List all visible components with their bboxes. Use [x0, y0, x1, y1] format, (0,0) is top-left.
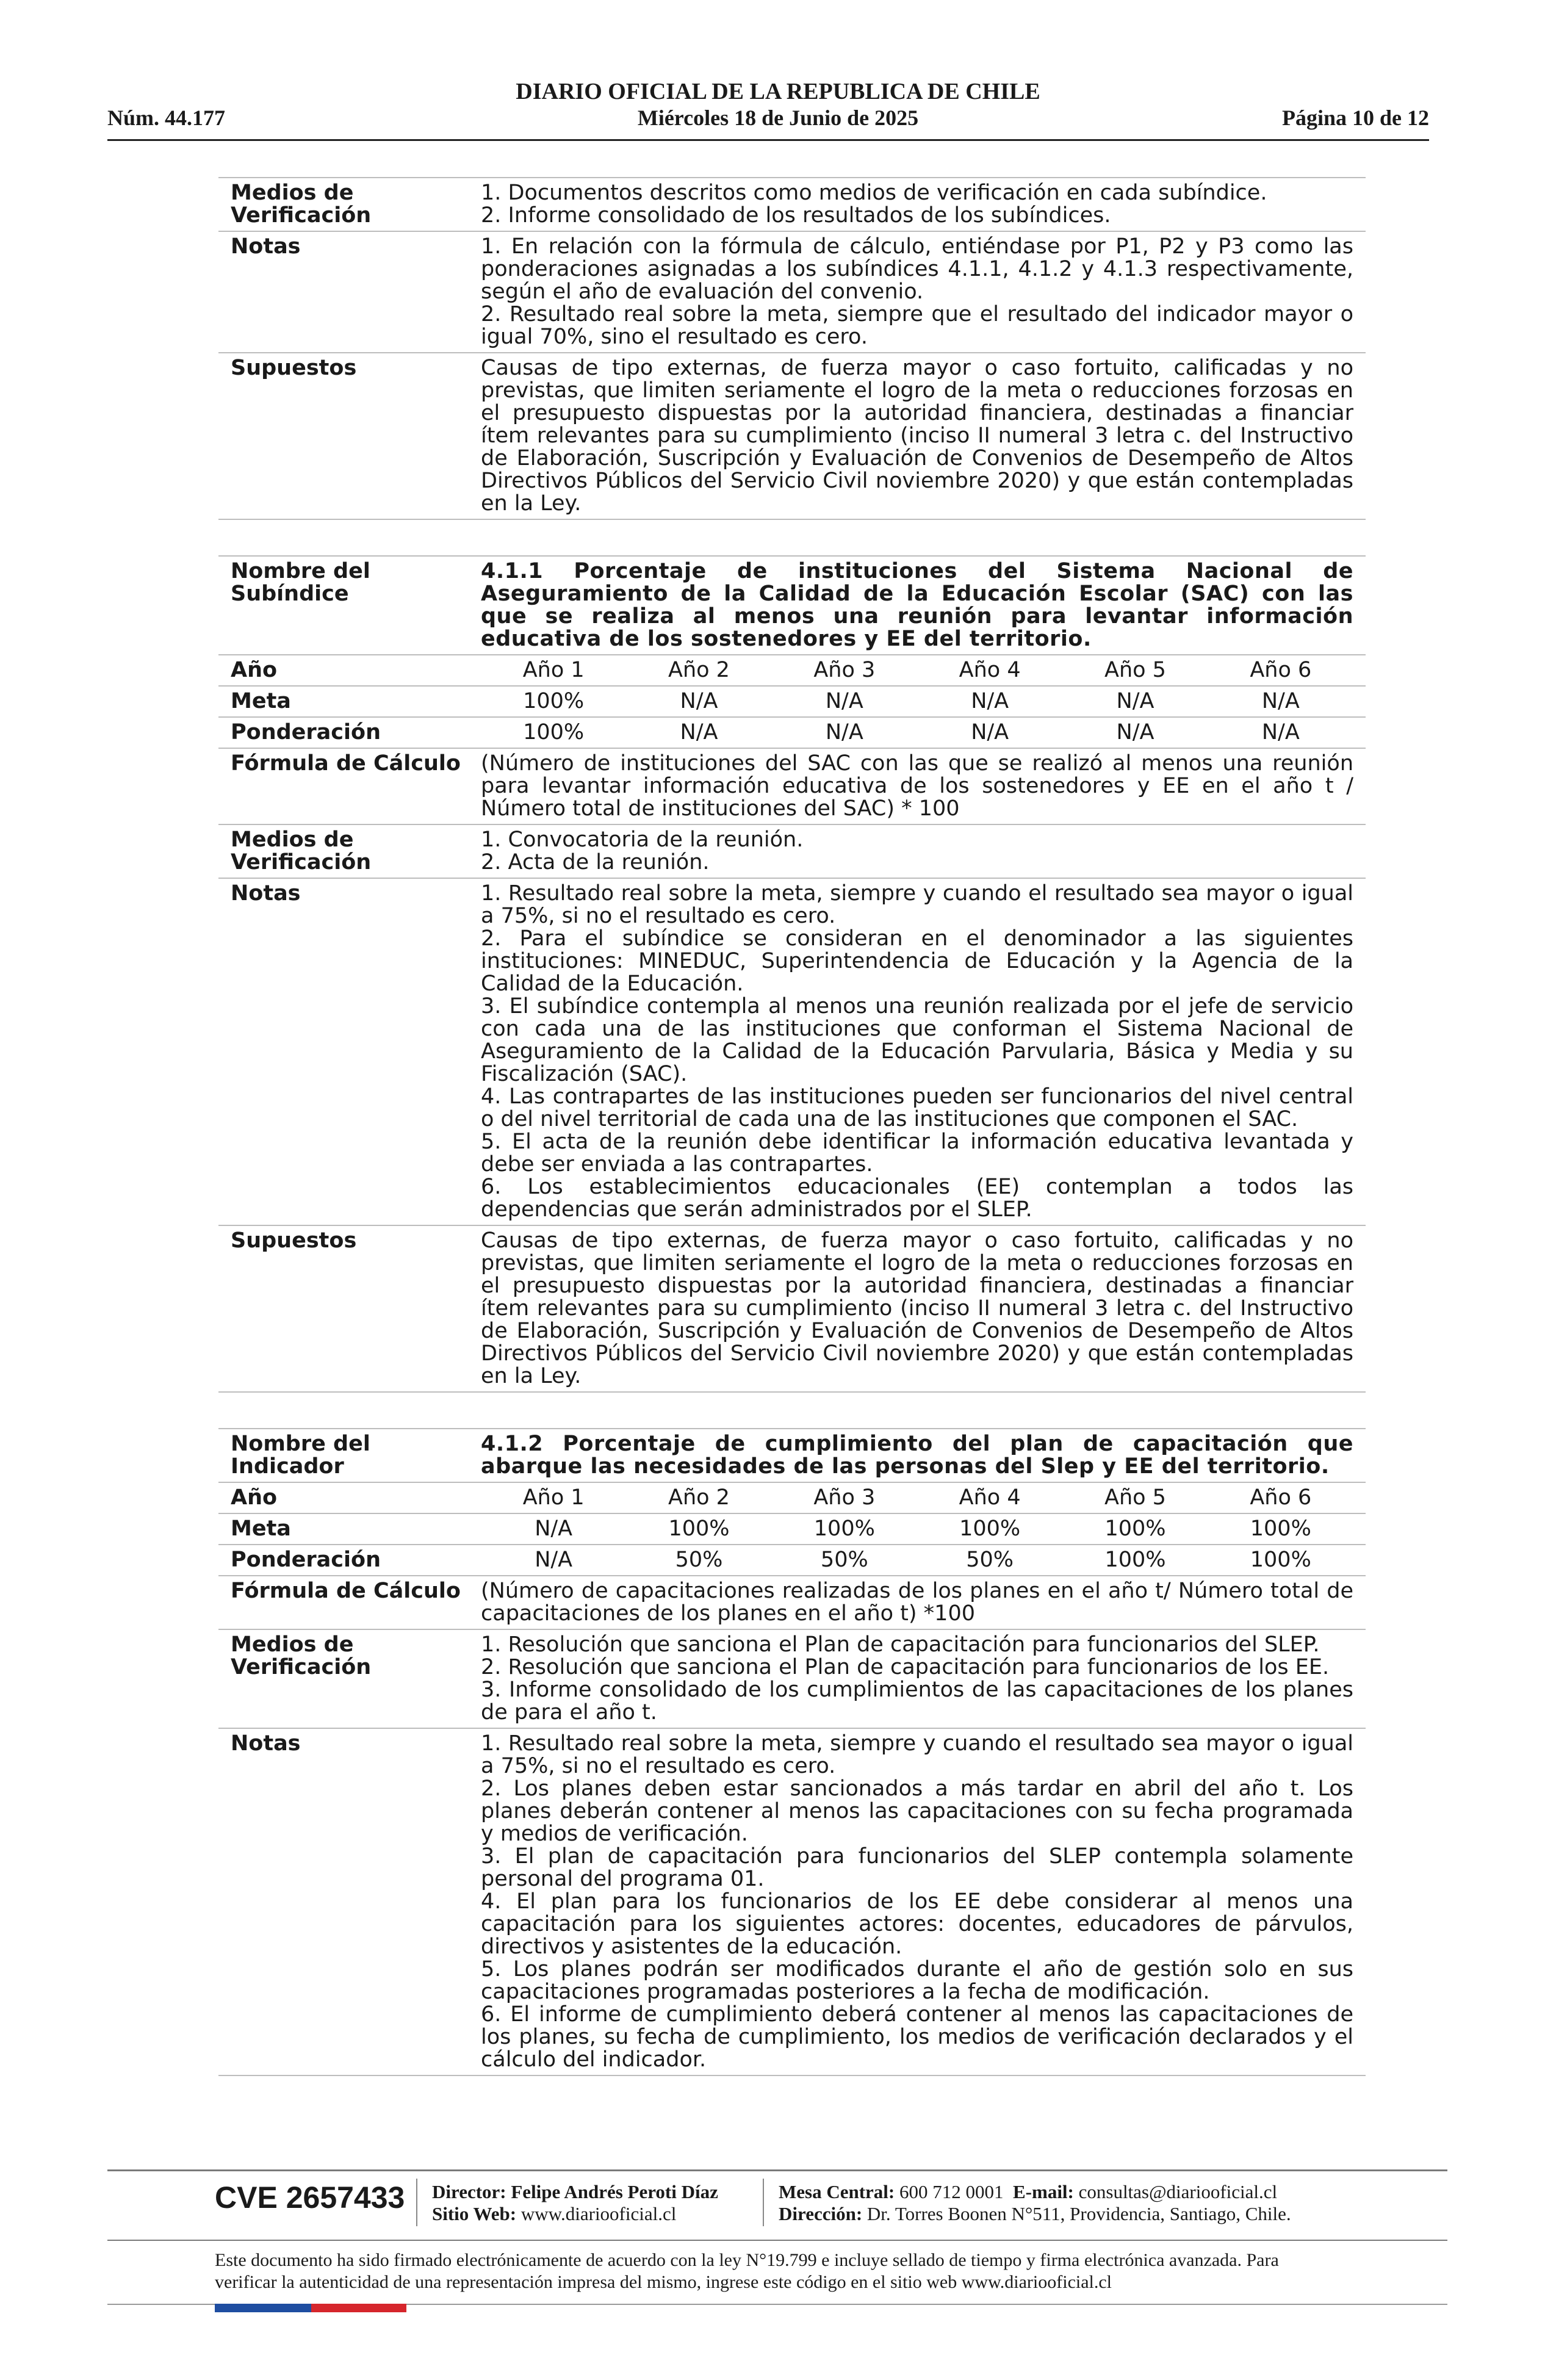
- value-ponderacion: [481, 717, 1366, 748]
- medios-item: 1. Convocatoria de la reunión.: [481, 828, 804, 852]
- medios-item: 2. Resolución que sanciona el Plan de capacitación para funcionarios de los EE.: [481, 1655, 1330, 1679]
- medios-item: 1. Resolución que sanciona el Plan de capacitación para funcionarios del SLEP.: [481, 1632, 1320, 1657]
- nota-item: 5. El acta de la reunión debe identificar la información educativa levantada y debe ser enviada a las contrapartes.: [481, 1130, 1353, 1177]
- row-meta: [218, 686, 1366, 717]
- year-cell: Año 6: [1250, 658, 1312, 682]
- label-medios: Medios de Verificación: [218, 1629, 481, 1728]
- email-link[interactable]: consultas@diariooficial.cl: [1078, 2181, 1278, 2202]
- value-anio: [481, 655, 1366, 686]
- row-notas: [218, 878, 1366, 1225]
- email-label: E-mail:: [1013, 2181, 1074, 2202]
- year-cell: Año 3: [813, 1485, 876, 1510]
- phone-number: 600 712 0001: [899, 2181, 1004, 2202]
- nota-item: 4. El plan para los funcionarios de los EE debe considerar al menos una capacitación para los siguientes actores: docentes, educadores de párvulos, directivos y asistentes de la educación.: [481, 1889, 1353, 1959]
- ponderacion-cell: N/A: [680, 720, 718, 745]
- value-supuestos: Causas de tipo externas, de fuerza mayor o caso fortuito, calificadas y no previstas, que limiten seriamente el logro de la meta o reducciones forzosas en el presupuesto dispuestas por la autoridad financiera, destinadas a financiar ítem relevantes para su cumplimiento (inciso II numeral 3 letra c. del Instructivo de Elaboración, Suscripción y Evaluación de Convenios de Desempeño de Altos Directivos Públicos del Servicio Civil noviembre 2020) y que están contempladas en la Ley.: [481, 1225, 1366, 1392]
- flag-stripe-red: [311, 2304, 406, 2312]
- meta-cell: N/A: [535, 1516, 573, 1541]
- cve-code: CVE 2657433: [215, 2180, 405, 2215]
- value-meta: [481, 686, 1366, 717]
- medios-item: 3. Informe consolidado de los cumplimientos de las capacitaciones de los planes de para el año t.: [481, 1678, 1353, 1725]
- year-cell: Año 6: [1250, 1485, 1312, 1510]
- row-notas: [218, 1728, 1366, 2075]
- address-label: Dirección:: [779, 2203, 863, 2224]
- year-cell: Año 1: [522, 658, 585, 682]
- label-anio: Año: [218, 1482, 481, 1513]
- footer-divider: [107, 2240, 1447, 2241]
- nota-item: 3. El subíndice contempla al menos una reunión realizada por el jefe de servicio con cada una de las instituciones que conforman el Sistema Nacional de Aseguramiento de la Calidad de la Educación Parvularia, Básica y Media y su Fiscalización (SAC).: [481, 994, 1353, 1086]
- label-notas: Notas: [218, 1728, 481, 2075]
- nota-item: 2. Para el subíndice se consideran en el denominador a las siguientes instituciones: MINEDUC, Superintendencia de Educación y la Agencia de la Calidad de la Educación.: [481, 926, 1353, 996]
- ponderacion-cell: N/A: [1261, 720, 1300, 745]
- label-formula: Fórmula de Cálculo: [218, 1576, 481, 1629]
- value-ponderacion: [481, 1545, 1366, 1576]
- ponderacion-cell: 50%: [820, 1548, 868, 1572]
- year-cell: Año 3: [813, 658, 876, 682]
- nota-item: 6. Los establecimientos educacionales (EE) contemplan a todos las dependencias que serán administrados por el SLEP.: [481, 1175, 1353, 1222]
- medios-item: 1. Documentos descritos como medios de verificación en cada subíndice.: [481, 181, 1267, 205]
- label-supuestos: Supuestos: [218, 353, 481, 519]
- footer-divider: [107, 2169, 1447, 2171]
- nota-item: 2. Resultado real sobre la meta, siempre que el resultado del indicador mayor o igual 70%, sino el resultado es cero.: [481, 302, 1353, 349]
- indicator-table-4-1-1: [218, 555, 1366, 1393]
- value-formula: (Número de capacitaciones realizadas de los planes en el año t/ Número total de capacitaciones de los planes en el año t) *100: [481, 1576, 1366, 1629]
- ponderacion-cell: 100%: [523, 720, 585, 745]
- medios-item: 2. Acta de la reunión.: [481, 850, 710, 874]
- meta-cell: N/A: [1261, 689, 1300, 713]
- meta-cell: N/A: [825, 689, 863, 713]
- section-spacer: [218, 1393, 1341, 1428]
- row-medios: [218, 824, 1366, 878]
- nota-item: 3. El plan de capacitación para funcionarios del SLEP contempla solamente personal del programa 01.: [481, 1844, 1353, 1891]
- medios-item: 2. Informe consolidado de los resultados de los subíndices.: [481, 203, 1111, 228]
- value-supuestos: Causas de tipo externas, de fuerza mayor o caso fortuito, calificadas y no previstas, que limiten seriamente el logro de la meta o reducciones forzosas en el presupuesto dispuestas por la autoridad financiera, destinadas a financiar ítem relevantes para su cumplimiento (inciso II numeral 3 letra c. del Instructivo de Elaboración, Suscripción y Evaluación de Convenios de Desempeño de Altos Directivos Públicos del Servicio Civil noviembre 2020) y que están contempladas en la Ley.: [481, 353, 1366, 519]
- row-supuestos: [218, 353, 1366, 519]
- value-medios: [481, 1629, 1366, 1728]
- nota-item: 4. Las contrapartes de las instituciones pueden ser funcionarios del nivel central o del nivel territorial de cada una de las instituciones que componen el SAC.: [481, 1084, 1353, 1131]
- row-formula: [218, 748, 1366, 824]
- meta-cell: N/A: [680, 689, 718, 713]
- indicator-table-general: [218, 177, 1366, 520]
- phone-label: Mesa Central:: [779, 2181, 895, 2202]
- row-ponderacion: [218, 1545, 1366, 1576]
- legal-notice: Este documento ha sido firmado electrónicamente de acuerdo con la ley N°19.799 e incluye sellado de tiempo y firma electrónica avanzada. Para verificar la autenticidad de una representación impresa del mismo, ingrese este código en el sitio web www.diariooficial.cl: [215, 2250, 1279, 2292]
- page-number: Página 10 de 12: [1281, 106, 1429, 130]
- ponderacion-cell: N/A: [1116, 720, 1154, 745]
- row-medios: [218, 178, 1366, 231]
- nota-item: 1. Resultado real sobre la meta, siempre y cuando el resultado sea mayor o igual a 75%, si no el resultado es cero.: [481, 881, 1353, 928]
- value-medios: [481, 824, 1366, 878]
- director-name: Felipe Andrés Peroti Díaz: [511, 2181, 718, 2202]
- indicator-table-4-1-2: [218, 1428, 1366, 2076]
- label-nombre: Nombre del Subíndice: [218, 556, 481, 655]
- ponderacion-cell: 50%: [966, 1548, 1014, 1572]
- row-supuestos: [218, 1225, 1366, 1392]
- value-notas: [481, 878, 1366, 1225]
- footer-contact-block: [779, 2181, 1291, 2225]
- year-cell: Año 2: [668, 658, 730, 682]
- value-meta: [481, 1513, 1366, 1545]
- year-cell: Año 5: [1104, 1485, 1166, 1510]
- meta-cell: 100%: [523, 689, 585, 713]
- footer-director-block: [432, 2181, 718, 2225]
- ponderacion-cell: N/A: [535, 1548, 573, 1572]
- label-ponderacion: Ponderación: [218, 1545, 481, 1576]
- label-medios: Medios de Verificación: [218, 178, 481, 231]
- nota-item: 1. En relación con la fórmula de cálculo, entiéndase por P1, P2 y P3 como las ponderaciones asignadas a los subíndices 4.1.1, 4.1.2 y 4.1.3 respectivamente, según el año de evaluación del convenio.: [481, 234, 1353, 304]
- website-label: Sitio Web:: [432, 2203, 517, 2224]
- address-text: Dr. Torres Boonen N°511, Providencia, Santiago, Chile.: [866, 2203, 1291, 2224]
- value-notas: [481, 1728, 1366, 2075]
- row-notas: [218, 231, 1366, 353]
- nota-item: 5. Los planes podrán ser modificados durante el año de gestión solo en sus capacitaciones programadas posteriores a la fecha de modificación.: [481, 1957, 1353, 2004]
- nota-item: 2. Los planes deben estar sancionados a más tardar en abril del año t. Los planes deberán contener al menos las capacitaciones con su fecha programada y medios de verificación.: [481, 1776, 1353, 1846]
- label-formula: Fórmula de Cálculo: [218, 748, 481, 824]
- row-ponderacion: [218, 717, 1366, 748]
- director-label: Director:: [432, 2181, 506, 2202]
- label-anio: Año: [218, 655, 481, 686]
- row-nombre: [218, 556, 1366, 655]
- row-nombre: [218, 1429, 1366, 1482]
- indicator-title: 4.1.2 Porcentaje de cumplimiento del plan de capacitación que abarque las necesidades de las personas del Slep y EE del territorio.: [481, 1429, 1366, 1482]
- year-cell: Año 4: [959, 658, 1021, 682]
- meta-cell: N/A: [1116, 689, 1154, 713]
- nota-item: 1. Resultado real sobre la meta, siempre y cuando el resultado sea mayor o igual a 75%, si no el resultado es cero.: [481, 1731, 1353, 1778]
- label-notas: Notas: [218, 231, 481, 353]
- meta-cell: 100%: [1104, 1516, 1166, 1541]
- ponderacion-cell: 100%: [1250, 1548, 1311, 1572]
- meta-cell: N/A: [971, 689, 1009, 713]
- subindex-title: 4.1.1 Porcentaje de instituciones del Sistema Nacional de Aseguramiento de la Calidad de la Educación Escolar (SAC) con las que se realiza al menos una reunión para levantar información educativa de los sostenedores y EE del territorio.: [481, 556, 1366, 655]
- nota-item: 6. El informe de cumplimiento deberá contener al menos las capacitaciones de los planes, su fecha de cumplimiento, los medios de verificación declarados y el cálculo del indicador.: [481, 2002, 1353, 2072]
- label-notas: Notas: [218, 878, 481, 1225]
- value-notas: [481, 231, 1366, 353]
- document-body: [218, 177, 1353, 2076]
- meta-cell: 100%: [668, 1516, 730, 1541]
- meta-cell: 100%: [1250, 1516, 1311, 1541]
- website-link[interactable]: www.diariooficial.cl: [520, 2203, 677, 2224]
- footer-separator: [763, 2179, 764, 2226]
- issue-number: Núm. 44.177: [107, 106, 226, 130]
- label-supuestos: Supuestos: [218, 1225, 481, 1392]
- label-meta: Meta: [218, 1513, 481, 1545]
- row-medios: [218, 1629, 1366, 1728]
- year-cell: Año 4: [959, 1485, 1021, 1510]
- label-ponderacion: Ponderación: [218, 717, 481, 748]
- label-medios: Medios de Verificación: [218, 824, 481, 878]
- year-cell: Año 1: [522, 1485, 585, 1510]
- year-cell: Año 2: [668, 1485, 730, 1510]
- year-cell: Año 5: [1104, 658, 1166, 682]
- ponderacion-cell: N/A: [971, 720, 1009, 745]
- meta-cell: 100%: [959, 1516, 1021, 1541]
- issue-date: Miércoles 18 de Junio de 2025: [637, 106, 919, 130]
- value-formula: (Número de instituciones del SAC con las que se realizó al menos una reunión para levantar información educativa de los sostenedores y EE en el año t / Número total de instituciones del SAC) * 100: [481, 748, 1366, 824]
- row-anio: [218, 1482, 1366, 1513]
- ponderacion-cell: N/A: [825, 720, 863, 745]
- header-divider: [107, 139, 1429, 141]
- footer-separator: [416, 2179, 417, 2226]
- ponderacion-cell: 50%: [675, 1548, 723, 1572]
- ponderacion-cell: 100%: [1104, 1548, 1166, 1572]
- flag-stripe-blue: [215, 2304, 311, 2312]
- newspaper-title: DIARIO OFICIAL DE LA REPUBLICA DE CHILE: [516, 79, 1040, 104]
- row-meta: [218, 1513, 1366, 1545]
- row-formula: [218, 1576, 1366, 1629]
- section-spacer: [218, 520, 1341, 555]
- value-medios: [481, 178, 1366, 231]
- label-meta: Meta: [218, 686, 481, 717]
- meta-cell: 100%: [813, 1516, 875, 1541]
- label-nombre: Nombre del Indicador: [218, 1429, 481, 1482]
- row-anio: [218, 655, 1366, 686]
- value-anio: [481, 1482, 1366, 1513]
